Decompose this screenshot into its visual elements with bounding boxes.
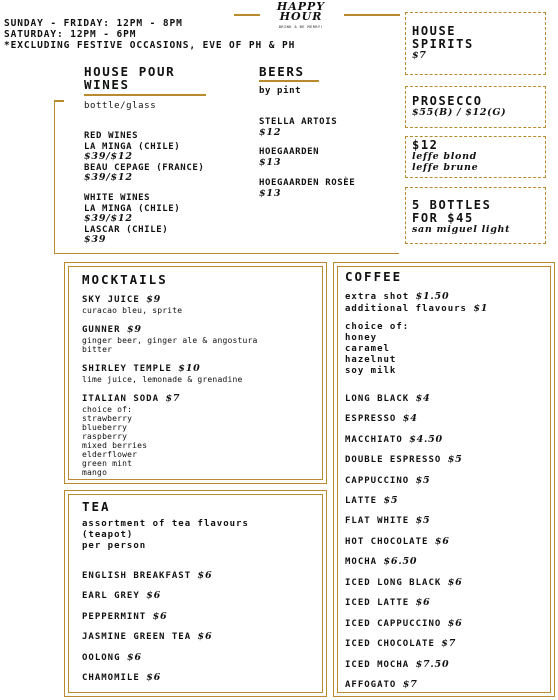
mocktail-desc: ginger beer, ginger ale & angostura [82, 336, 258, 345]
mocktail-price: $10 [178, 363, 201, 374]
mocktails-section [64, 262, 327, 484]
coffee-name: AFFOGATO [345, 680, 397, 690]
coffee-price: $6 [447, 577, 463, 588]
mocktail-name: GUNNER [82, 325, 121, 335]
tea-name: EARL GREY [82, 591, 140, 601]
tea-name: ENGLISH BREAKFAST [82, 571, 192, 581]
coffee-item [345, 536, 450, 548]
header-rule-right [344, 14, 400, 16]
logo-line-2: HOUR [279, 10, 323, 23]
coffee-price: $4.50 [409, 434, 443, 445]
coffee-name: HOT CHOCOLATE [345, 537, 429, 547]
beer-name: STELLA ARTOIS [259, 117, 338, 127]
coffee-section [333, 262, 555, 697]
mocktail-item [82, 324, 258, 354]
coffee-extra-price: $1 [473, 303, 489, 314]
promo-san-miguel [405, 187, 546, 244]
coffee-choice: honey [345, 333, 378, 343]
schedule-line-exclusion: *EXCLUDING FESTIVE OCCASIONS, EVE OF PH & PH [4, 40, 296, 51]
coffee-item [345, 659, 449, 671]
white-wine-name: LASCAR (CHILE) [84, 224, 169, 235]
schedule-line-saturday: SATURDAY: 12PM - 6PM [4, 29, 137, 40]
coffee-extra-price: $1.50 [415, 291, 450, 302]
white-wine-price: $39/$12 [84, 213, 133, 224]
wines-heading-line-1: HOUSE POUR [84, 64, 176, 79]
tea-item [82, 570, 212, 582]
mocktail-price: $7 [165, 393, 181, 404]
tea-section [64, 490, 327, 697]
tea-item [82, 652, 142, 664]
wines-heading-underline [84, 94, 206, 96]
promo-detail: $7 [412, 50, 427, 61]
drinks-panel-tick [54, 100, 64, 102]
coffee-item [345, 413, 418, 425]
promo-prosecco [405, 86, 546, 128]
tea-price: $6 [152, 611, 168, 622]
tea-price: $6 [126, 652, 142, 663]
coffee-item [345, 515, 430, 527]
tea-price: $6 [197, 631, 213, 642]
tea-item [82, 672, 161, 684]
coffee-choice: hazelnut [345, 355, 397, 365]
coffee-extras [345, 291, 488, 315]
coffee-price: $5 [447, 454, 463, 465]
mocktail-item [82, 363, 243, 384]
red-wine-price: $39/$12 [84, 151, 133, 162]
beer-price: $13 [259, 187, 282, 199]
coffee-name: MACCHIATO [345, 435, 403, 445]
beer-item [259, 147, 319, 168]
mocktail-desc: green mint [82, 459, 133, 468]
beer-item [259, 178, 355, 199]
mocktail-name: SHIRLEY TEMPLE [82, 364, 172, 374]
coffee-price: $7 [441, 638, 457, 649]
tea-name: JASMINE GREEN TEA [82, 632, 192, 642]
coffee-item [345, 475, 430, 487]
coffee-name: ICED LATTE [345, 598, 410, 608]
mocktail-desc: curacao bleu, sprite [82, 306, 183, 315]
coffee-name: FLAT WHITE [345, 516, 410, 526]
coffee-name: ICED CAPPUCCINO [345, 619, 442, 629]
beer-name: HOEGAARDEN ROSÈE [259, 178, 356, 188]
mocktail-desc: mango [82, 468, 108, 477]
mocktail-price: $9 [146, 294, 162, 305]
white-wines-list [84, 193, 180, 246]
mocktail-desc: strawberry [82, 414, 133, 423]
happy-hour-logo [262, 2, 340, 22]
tea-intro-line: (teapot) [82, 530, 134, 540]
coffee-price: $4 [402, 413, 418, 424]
promo-title: 5 BOTTLES [412, 198, 492, 212]
tea-item [82, 590, 161, 602]
tea-intro-line: assortment of tea flavours [82, 519, 249, 529]
promo-title: SPIRITS [412, 37, 474, 51]
coffee-name: CAPPUCCINO [345, 476, 410, 486]
wines-unit: bottle/glass [84, 101, 157, 111]
mocktail-item [82, 294, 182, 315]
white-wines-heading: WHITE WINES [84, 193, 151, 203]
coffee-item [345, 434, 443, 446]
promo-detail: san miguel light [412, 224, 511, 235]
coffee-name: ESPRESSO [345, 414, 397, 424]
tea-intro-line: per person [82, 541, 147, 551]
mocktail-desc: elderflower [82, 450, 138, 459]
red-wine-price: $39/$12 [84, 172, 133, 183]
coffee-name: ICED MOCHA [345, 660, 410, 670]
red-wine-name: LA MINGA (CHILE) [84, 141, 181, 152]
logo-line-1: HAPPY [276, 0, 326, 13]
coffee-choice: soy milk [345, 366, 397, 376]
coffee-price: $4 [415, 393, 431, 404]
logo-subtitle: DRINK & BE MERRY! [278, 25, 324, 29]
coffee-item [345, 495, 398, 507]
tea-name: CHAMOMILE [82, 673, 140, 683]
wines-heading [84, 65, 175, 91]
wines-heading-line-2: WINES [84, 77, 130, 92]
red-wines-list [84, 131, 204, 184]
coffee-choices [345, 322, 409, 377]
tea-item [82, 631, 212, 643]
tea-price: $6 [146, 672, 162, 683]
coffee-choice-heading: choice of: [345, 322, 410, 332]
coffee-heading: COFFEE [345, 269, 403, 284]
promo-title: FOR $45 [412, 211, 474, 225]
mocktail-name: SKY JUICE [82, 295, 140, 305]
tea-heading: TEA [82, 499, 111, 514]
coffee-price: $6 [447, 618, 463, 629]
mocktail-desc: bitter [82, 345, 113, 354]
promo-detail: leffe brune [412, 161, 479, 173]
tea-name: PEPPERMINT [82, 612, 147, 622]
beer-item [259, 117, 337, 138]
coffee-item [345, 618, 463, 630]
mocktails-heading: MOCKTAILS [82, 272, 168, 287]
coffee-price: $7 [402, 679, 418, 690]
promo-leffe [405, 136, 546, 178]
coffee-item [345, 556, 417, 568]
tea-item [82, 611, 167, 623]
beers-heading-underline [259, 80, 319, 82]
beer-name: HOEGAARDEN [259, 147, 320, 157]
coffee-price: $5 [415, 475, 431, 486]
coffee-choice: caramel [345, 344, 390, 354]
coffee-name: LONG BLACK [345, 394, 410, 404]
coffee-item [345, 638, 456, 650]
promo-title: $12 [412, 138, 439, 152]
coffee-name: DOUBLE ESPRESSO [345, 455, 442, 465]
coffee-item [345, 597, 430, 609]
beers-unit: by pint [259, 86, 302, 96]
coffee-item [345, 679, 418, 691]
red-wine-name: BEAU CEPAGE (FRANCE) [84, 162, 205, 173]
coffee-item [345, 577, 463, 589]
coffee-price: $5 [415, 515, 431, 526]
coffee-price: $6.50 [383, 556, 418, 567]
coffee-name: LATTE [345, 496, 378, 506]
coffee-price: $5 [383, 495, 399, 506]
schedule-line-weekday: SUNDAY - FRIDAY: 12PM - 8PM [4, 18, 183, 29]
promo-detail: leffe blond [412, 151, 478, 162]
coffee-name: MOCHA [345, 557, 378, 567]
tea-name: OOLONG [82, 653, 121, 663]
coffee-name: ICED CHOCOLATE [345, 639, 435, 649]
coffee-price: $6 [434, 536, 450, 547]
beer-price: $12 [259, 126, 282, 138]
beers-heading: BEERS [259, 64, 305, 79]
mocktail-desc: choice of: [82, 405, 133, 414]
red-wines-heading: RED WINES [84, 131, 139, 141]
coffee-item [345, 454, 463, 466]
white-wine-price: $39 [84, 234, 107, 245]
header-rule-left [234, 14, 260, 16]
tea-price: $6 [146, 590, 162, 601]
mocktail-price: $9 [126, 324, 142, 335]
tea-intro [82, 519, 249, 552]
mocktail-name: ITALIAN SODA [82, 394, 160, 404]
mocktail-desc: raspberry [82, 432, 128, 441]
mocktail-desc: lime juice, lemonade & grenadine [82, 375, 243, 384]
white-wine-name: LA MINGA (CHILE) [84, 203, 181, 214]
coffee-extra-name: additional flavours [345, 304, 467, 314]
promo-title: PROSECCO [412, 94, 483, 108]
coffee-price: $6 [415, 597, 431, 608]
mocktail-desc: mixed berries [82, 441, 148, 450]
promo-detail: $55(B) / $12(G) [412, 107, 507, 118]
tea-price: $6 [197, 570, 213, 581]
beer-price: $13 [259, 156, 282, 168]
coffee-name: ICED LONG BLACK [345, 578, 442, 588]
promo-house-spirits [405, 12, 546, 75]
promo-title: HOUSE [412, 24, 457, 38]
coffee-price: $7.50 [415, 659, 450, 670]
mocktail-item [82, 393, 180, 477]
coffee-extra-name: extra shot [345, 292, 410, 302]
coffee-item [345, 393, 430, 405]
mocktail-desc: blueberry [82, 423, 128, 432]
